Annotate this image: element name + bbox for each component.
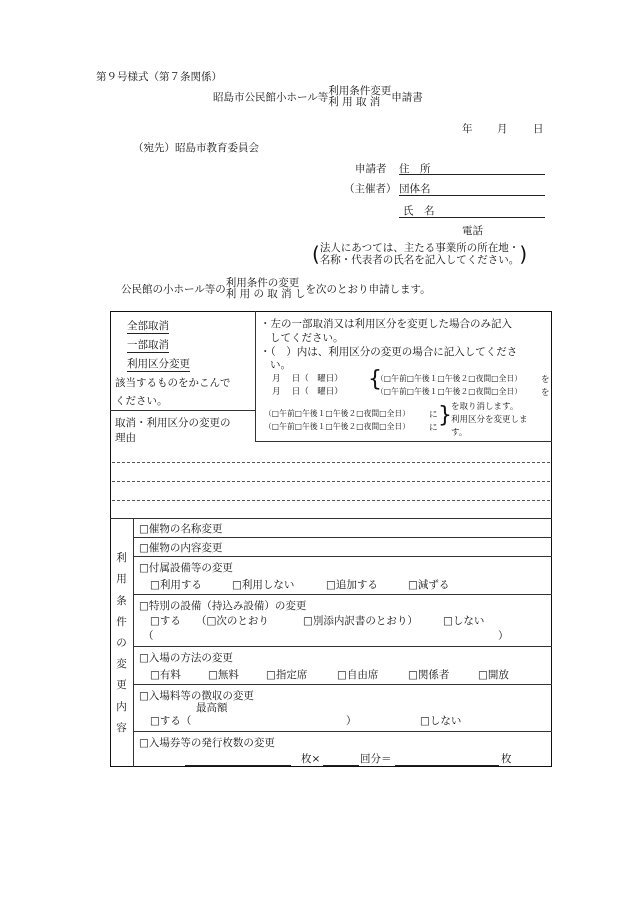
reason-label-line1: 取消・利用区分の変更の — [115, 417, 231, 429]
equipment-not-use[interactable]: □利用しない — [232, 579, 295, 591]
slots-row-2: （□午前□午後１□午後２□夜間□全日） — [376, 387, 522, 396]
option-category-change[interactable]: 利用区分変更 — [127, 358, 190, 370]
form-title — [213, 86, 423, 108]
ticket-count-title[interactable]: □入場券等の発行枚数の変更 — [139, 737, 275, 749]
phone-label: 電話 — [462, 225, 483, 237]
side-char: 容 — [116, 721, 127, 734]
corporate-note-line2: 名称・代表者の氏名を記入してください。 — [319, 254, 520, 266]
corporate-note-line1: 法人にあつては、主たる事業所の所在地・ — [319, 242, 520, 254]
reason-write-area[interactable] — [112, 444, 550, 516]
ticket-sheets-unit: 枚 — [501, 753, 512, 765]
form-number: 第９号様式（第７条関係） — [96, 71, 222, 83]
option-partial-cancel[interactable]: 一部取消 — [127, 339, 169, 351]
special-equipment-title[interactable]: □特別の設備（持込み設備）の変更 — [139, 600, 307, 612]
intro-top: 利用条件の変更 — [225, 277, 300, 289]
special-no[interactable]: □しない — [443, 615, 485, 627]
group-name-label: 団体名 — [399, 183, 431, 195]
side-char: 更 — [116, 679, 127, 692]
fee-change-title[interactable]: □入場料等の徴収の変更 — [139, 690, 254, 702]
event-content-change[interactable]: □催物の内容変更 — [139, 542, 223, 554]
applicant-name-field[interactable] — [399, 203, 545, 218]
special-separate-sheet[interactable]: □別添内訳書のとおり） — [303, 615, 418, 627]
ticket-times-input[interactable] — [323, 751, 359, 766]
intro-bottom: 利 用 の 取 消 し — [225, 288, 306, 300]
equipment-add[interactable]: □追加する — [326, 579, 378, 591]
special-detail-open: （ — [143, 630, 154, 642]
reason-label-line2: 理由 — [115, 432, 136, 444]
title-top: 利用条件変更 — [328, 85, 392, 97]
side-char: 条 — [116, 594, 127, 607]
date-day: 日 — [533, 123, 544, 135]
special-yes[interactable]: □する — [150, 615, 181, 627]
applicant-name-label: 氏 名 — [403, 205, 435, 217]
equipment-use[interactable]: □利用する — [150, 579, 202, 591]
side-char: 件 — [116, 615, 127, 628]
instruction-line1: 該当するものをかこんで — [115, 377, 231, 389]
note-1b: してください。 — [270, 332, 344, 344]
fee-yes[interactable]: □する（ — [150, 715, 192, 727]
fee-no[interactable]: □しない — [420, 715, 462, 727]
address-label: 住 所 — [399, 163, 431, 175]
ticket-sheets-input[interactable] — [185, 751, 291, 766]
intro-suffix: を次のとおり申請します。 — [305, 283, 431, 296]
note-2b: い。 — [270, 359, 291, 371]
instruction-line2: ください。 — [115, 395, 168, 407]
slots-row-1: （□午前□午後１□午後２□夜間□全日） — [376, 374, 522, 383]
changes-side-label — [110, 518, 133, 767]
fee-close: ） — [346, 715, 357, 727]
title-prefix: 昭島市公民館小ホール等 — [213, 91, 329, 104]
brace-left-1: { — [368, 367, 382, 392]
ni-1: に — [429, 410, 438, 420]
group-name-field[interactable] — [399, 181, 545, 196]
applicant-label: 申請者 — [355, 163, 387, 175]
change-text-1: 利用区分を変更しま — [451, 415, 528, 425]
entry-paid[interactable]: □有料 — [150, 669, 181, 681]
side-char: 用 — [116, 573, 127, 586]
side-char: 変 — [116, 658, 127, 671]
wo-2: を — [541, 388, 550, 398]
slots-row-3: （□午前□午後１□午後２□夜間□全日） — [264, 409, 410, 418]
address-field[interactable] — [399, 161, 545, 175]
side-char: 内 — [116, 700, 127, 713]
cancel-text: を取り消します。 — [451, 402, 519, 412]
corporate-note: ( 法人にあつては、主たる事業所の所在地・ 名称・代表者の氏名を記入してください。 ) — [312, 242, 528, 266]
change-text-2: す。 — [451, 428, 468, 438]
special-detail-close: ） — [498, 630, 509, 642]
entry-related[interactable]: □関係者 — [408, 669, 450, 681]
side-char: の — [116, 636, 127, 649]
note-2a: ・（ ）内は、利用区分の変更の場合に記入してくださ — [260, 346, 518, 358]
special-as-follows[interactable]: （□次のとおり — [196, 615, 269, 627]
brace-right-2: } — [438, 403, 452, 428]
date-month: 月 — [497, 123, 508, 135]
entry-unreserved[interactable]: □自由席 — [337, 669, 379, 681]
ni-2: に — [429, 423, 438, 433]
fee-amount-input[interactable] — [200, 713, 340, 727]
event-name-change[interactable]: □催物の名称変更 — [139, 523, 223, 535]
entry-free[interactable]: □無料 — [208, 669, 239, 681]
title-suffix: 申請書 — [391, 91, 423, 104]
option-full-cancel[interactable]: 全部取消 — [127, 320, 169, 332]
entry-method-title[interactable]: □入場の方法の変更 — [139, 652, 233, 664]
note-1a: ・左の一部取消又は利用区分を変更した場合のみ記入 — [260, 318, 512, 330]
date-year: 年 — [462, 123, 473, 135]
equipment-change-title[interactable]: □付属設備等の変更 — [139, 562, 233, 574]
title-bottom: 利 用 取 消 — [328, 96, 381, 108]
entry-open[interactable]: □開放 — [478, 669, 509, 681]
intro-sentence — [121, 278, 431, 300]
special-detail-input[interactable] — [156, 628, 496, 642]
ticket-sheets-times: 枚× — [301, 753, 321, 765]
fee-max-label: 最高額 — [196, 702, 228, 714]
ticket-times-eq: 回分＝ — [360, 753, 392, 765]
addressee: （宛先）昭島市教育委員会 — [133, 142, 259, 154]
wo-1: を — [541, 375, 550, 385]
intro-prefix: 公民館の小ホール等の — [121, 283, 226, 296]
slots-row-4: （□午前□午後１□午後２□夜間□全日） — [264, 422, 410, 431]
date-row-1: 月 日（ 曜日） — [272, 374, 343, 384]
entry-reserved[interactable]: □指定席 — [266, 669, 308, 681]
ticket-total-input[interactable] — [395, 751, 499, 766]
side-char: 利 — [116, 552, 127, 565]
equipment-reduce[interactable]: □減ずる — [408, 579, 450, 591]
date-row-2: 月 日（ 曜日） — [272, 387, 343, 397]
organizer-label: （主催者） — [344, 183, 397, 195]
